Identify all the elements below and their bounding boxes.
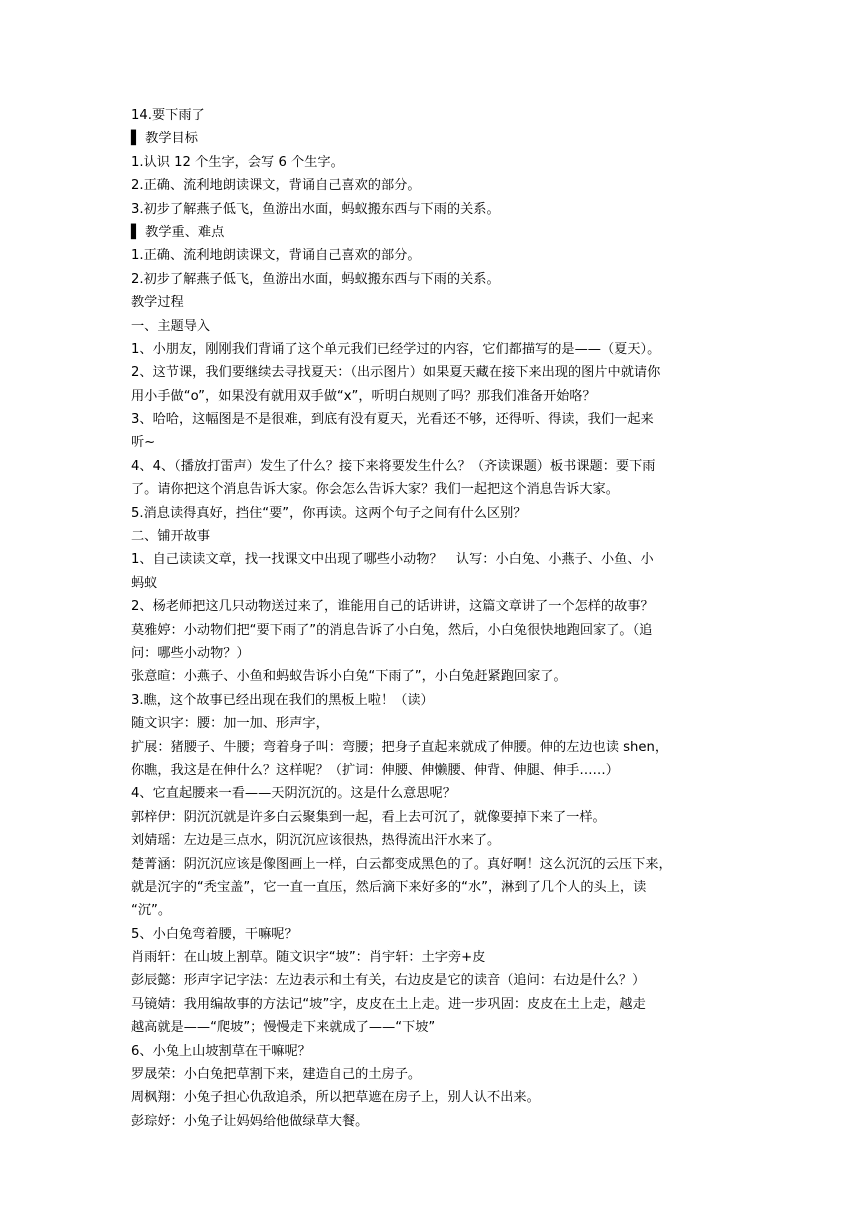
- paragraph-line: 用小手做“o”，如果没有就用双手做“x”，听明白规则了吗？那我们准备开始咯？: [131, 388, 596, 404]
- paragraph-line: 刘婧瑶：左边是三点水，阴沉沉应该很热，热得流出汗水来了。: [131, 833, 501, 849]
- paragraph-line: 彭琮妤：小兔子让妈妈给他做绿草大餐。: [131, 1113, 369, 1129]
- paragraph-line: 张意暄：小燕子、小鱼和蚂蚁告诉小白兔“下雨了”，小白兔赶紧跑回家了。: [131, 669, 567, 685]
- paragraph-line: 马镜婧：我用编故事的方法记“坡”字，皮皮在土上走。进一步巩固：皮皮在土上走，越走: [131, 996, 646, 1012]
- paragraph-line: 4、它直起腰来一看——天阴沉沉的。这是什么意思呢？: [131, 786, 456, 802]
- goal-item: 1.认识 12 个生字，会写 6 个生字。: [131, 154, 344, 170]
- paragraph-line: 郭梓伊：阴沉沉就是许多白云聚集到一起，看上去可沉了，就像要掉下来了一样。: [131, 809, 606, 825]
- paragraph-line: 问：哪些小动物？）: [131, 645, 250, 661]
- paragraph-line: 随文识字：腰：加一加、形声字，: [131, 716, 329, 732]
- paragraph-line: 周枫翔：小兔子担心仇敌追杀，所以把草遮在房子上，别人认不出来。: [131, 1090, 540, 1106]
- process-heading: 教学过程: [131, 295, 184, 311]
- paragraph-line: 5.消息读得真好，挡住“要”，你再读。这两个句子之间有什么区别？: [131, 505, 527, 521]
- paragraph-line: 2、杨老师把这几只动物送过来了，谁能用自己的话讲讲，这篇文章讲了一个怎样的故事？: [131, 599, 654, 615]
- paragraph-line: 5、小白兔弯着腰，干嘛呢？: [131, 926, 298, 942]
- paragraph-line: 罗晟荣：小白兔把草割下来，建造自己的土房子。: [131, 1067, 422, 1083]
- goal-item: 2.正确、流利地朗读课文，背诵自己喜欢的部分。: [131, 178, 421, 194]
- paragraph-line: 莫雅婷：小动物们把“要下雨了”的消息告诉了小白兔，然后，小白兔很快地跑回家了。（追: [131, 622, 653, 638]
- paragraph-line: 听~: [131, 435, 156, 451]
- paragraph-line: 1、小朋友，刚刚我们背诵了这个单元我们已经学过的内容，它们都描写的是——（夏天）。: [131, 341, 661, 357]
- paragraph-line: 6、小兔上山坡割草在干嘛呢？: [131, 1043, 311, 1059]
- paragraph-line: 3.瞧，这个故事已经出现在我们的黑板上啦！（读）: [131, 692, 434, 708]
- key-item: 1.正确、流利地朗读课文，背诵自己喜欢的部分。: [131, 248, 421, 264]
- paragraph-line: 肖雨轩：在山坡上割草。随文识字“坡”：肖宇轩：土字旁+皮: [131, 950, 486, 966]
- paragraph-line: 就是沉字的“秃宝盖”，它一直一直压，然后滴下来好多的“水”，淋到了几个人的头上，读: [131, 879, 647, 895]
- paragraph-line: 3、哈哈，这幅图是不是很难，到底有没有夏天，光看还不够，还得听、得读，我们一起来: [131, 412, 654, 428]
- paragraph-line: 你瞧，我这是在伸什么？这样呢？（扩词：伸腰、伸懒腰、伸背、伸腿、伸手……）: [131, 762, 619, 778]
- paragraph-line: 2、这节课，我们要继续去寻找夏天：（出示图片）如果夏天藏在接下来出现的图片中就请你: [131, 365, 661, 381]
- paragraph-line: 4、4、（播放打雷声）发生了什么？接下来将要发生什么？（齐读课题）板书课题：要下雨: [131, 458, 656, 474]
- paragraph-line: 越高就是——“爬坡”；慢慢走下来就成了——“下坡”: [131, 1020, 436, 1036]
- section-heading-keys: ▌ 教学重、难点: [131, 221, 731, 244]
- key-item: 2.初步了解燕子低飞，鱼游出水面，蚂蚁搬东西与下雨的关系。: [131, 271, 500, 287]
- part1-heading: 一、主题导入: [131, 318, 211, 334]
- paragraph-line: 楚菁涵：阴沉沉应该是像图画上一样，白云都变成黑色的了。真好啊！这么沉沉的云压下来，: [131, 856, 672, 872]
- lesson-title: 14.要下雨了: [131, 108, 205, 123]
- goal-item: 3.初步了解燕子低飞，鱼游出水面，蚂蚁搬东西与下雨的关系。: [131, 201, 500, 217]
- part2-heading: 二、铺开故事: [131, 529, 211, 545]
- paragraph-line: 了。请你把这个消息告诉大家。你会怎么告诉大家？我们一起把这个消息告诉大家。: [131, 482, 619, 498]
- paragraph-line: 蚂蚁: [131, 575, 158, 591]
- paragraph-line: 彭辰懿：形声字记字法：左边表示和土有关，右边皮是它的读音（追问：右边是什么？）: [131, 973, 646, 989]
- paragraph-line: 扩展：猪腰子、牛腰；弯着身子叫：弯腰；把身子直起来就成了伸腰。伸的左边也读 shen，: [131, 739, 669, 755]
- paragraph-line: “沉”。: [131, 903, 172, 919]
- section-heading-goals: ▌ 教学目标: [131, 127, 731, 150]
- lesson-plan-document: [131, 104, 731, 1133]
- paragraph-line: 1、自己读读文章，找一找课文中出现了哪些小动物？ 认写：小白兔、小燕子、小鱼、小: [131, 552, 654, 568]
